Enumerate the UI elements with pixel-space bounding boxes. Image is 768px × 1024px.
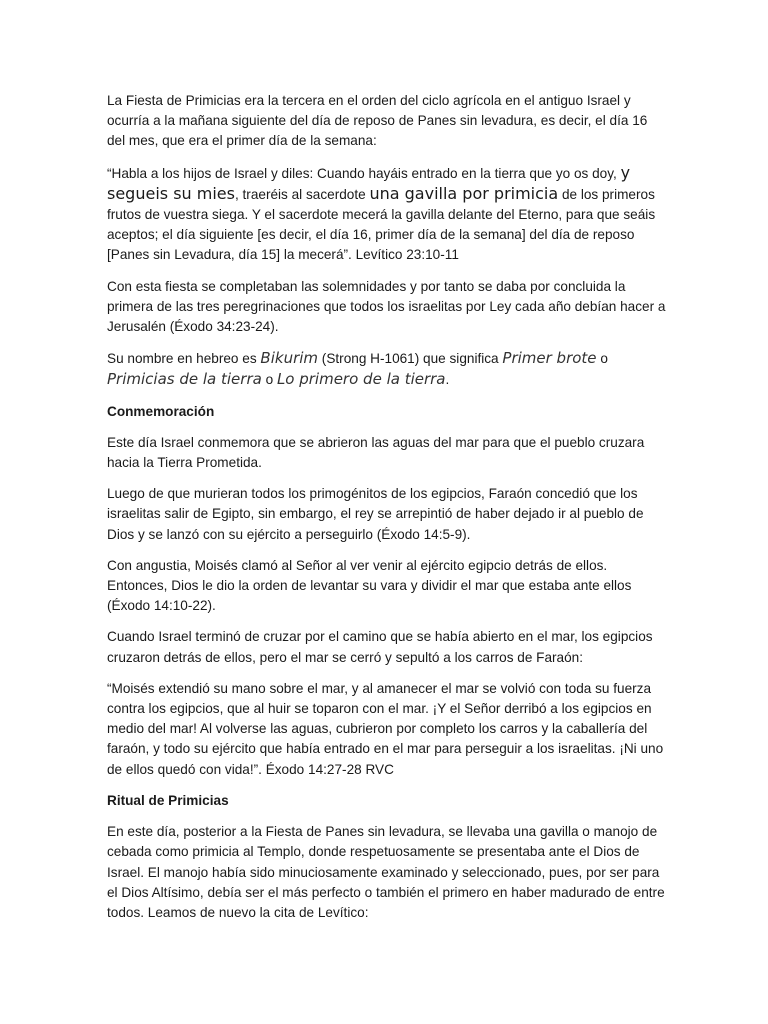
paragraph-pharaoh: Luego de que murieran todos los primogénitos de los egipcios, Faraón concedió que los israelitas salir de Egipto, sin embargo, el rey se arrepintió de haber dejado ir al pueblo de Dios y se lanzó con su ejército a perseguirlo (Éxodo 14:5-9). xyxy=(107,486,644,542)
term-meaning: Lo primero de la tierra xyxy=(276,370,446,389)
term-bikurim: Bikurim xyxy=(260,349,319,368)
text-part: . xyxy=(445,372,450,388)
paragraph-moses: Con angustia, Moisés clamó al Señor al ver venir al ejército egipcio detrás de ellos. Entonces, Dios le dio la orden de levantar su vara y dividir el mar que estaba ante ellos (Éxodo 14:10-22). xyxy=(107,557,632,614)
document-body xyxy=(107,91,667,934)
term-meaning: Primicias de la tierra xyxy=(107,370,262,389)
quote-text-part: “Habla a los hijos de Israel y diles: Cuando hayáis entrado en la tierra que yo os doy, xyxy=(107,165,621,181)
quote-exodus: “Moisés extendió su mano sobre el mar, y al amanecer el mar se volvió con toda su fuerza contra los egipcios, que al huir se toparon con el mar. ¡Y el Señor derribó a los egipcios en medio del mar! Al volverse las aguas, cubrieron por completo los carros y la caballería del faraón, y todo su ejército que había entrado en el mar para perseguir a los israelitas. ¡Ni uno de ellos quedó con vida!”. Éxodo 14:27-28 RVC xyxy=(107,680,664,777)
term-meaning: Primer brote xyxy=(502,349,597,368)
text-part: o xyxy=(261,372,277,388)
paragraph-crossing: Cuando Israel terminó de cruzar por el camino que se había abierto en el mar, los egipcios cruzaron detrás de ellos, pero el mar se cerró y sepultó a los carros de Faraón: xyxy=(107,629,653,665)
heading-conmemoracion: Conmemoración xyxy=(107,403,215,419)
paragraph-sea-opening: Este día Israel conmemora que se abrieron las aguas del mar para que el pueblo cruzara hacia la Tierra Prometida. xyxy=(107,434,645,471)
quote-text-part: de los primeros frutos de vuestra siega. Y el sacerdote mecerá la gavilla delante del Eterno, para que seáis aceptos; el día siguiente [es decir, el día 16, primer día de la semana] del día de reposo [Panes sin Levadura, día 15] la mecerá”. Levítico 23:10-11 xyxy=(107,186,656,263)
quote-emphasis: y segueis su mies xyxy=(107,162,631,203)
quote-text-part: , traeréis al sacerdote xyxy=(234,186,370,202)
paragraph-intro: La Fiesta de Primicias era la tercera en el orden del ciclo agrícola en el antiguo Israel y ocurría a la mañana siguiente del día de reposo de Panes sin levadura, es decir, el día 16 del mes, que era el primer día de la semana: xyxy=(107,93,648,149)
paragraph-pilgrimage: Con esta fiesta se completaban las solemnidades y por tanto se daba por concluida la primera de las tres peregrinaciones que todos los israelitas por Ley cada año debían hacer a Jerusalén (Éxodo 34:23-24). xyxy=(107,278,666,335)
text-part: Su nombre en hebreo es xyxy=(107,351,261,367)
text-part: o xyxy=(596,351,608,367)
quote-leviticus xyxy=(107,163,667,266)
heading-ritual: Ritual de Primicias xyxy=(107,792,229,808)
text-part: (Strong H-1061) que significa xyxy=(318,351,503,367)
quote-emphasis: una gavilla por primicia xyxy=(369,183,559,203)
paragraph-ritual: En este día, posterior a la Fiesta de Panes sin levadura, se llevaba una gavilla o manojo de cebada como primicia al Templo, donde respetuosamente se presentaba ante el Dios de Israel. El manojo había sido minuciosamente examinado y seleccionado, pues, por ser para el Dios Altísimo, debía ser el más perfecto o también el primero en haber madurado de entre todos. Leamos de nuevo la cita de Levítico: xyxy=(107,824,665,920)
paragraph-hebrew-name xyxy=(107,348,667,390)
